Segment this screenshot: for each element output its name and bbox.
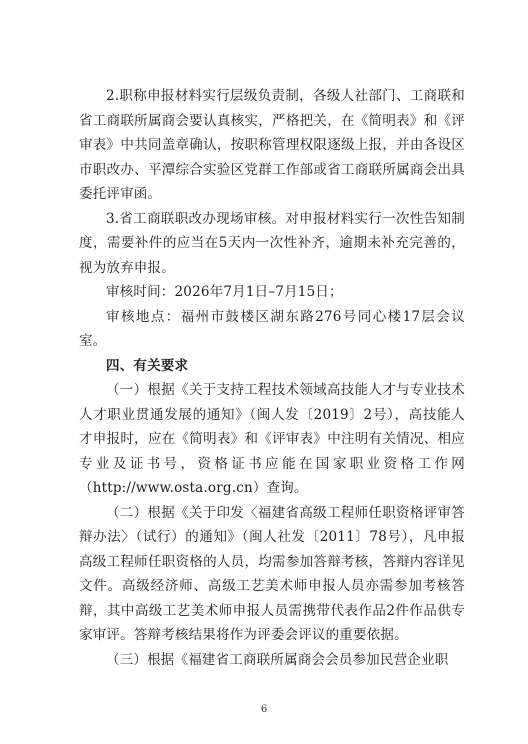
paragraph-requirement-3: （三）根据《福建省工商联所属商会会员参加民营企业职: [106, 651, 449, 668]
paragraph-onsite-review: 3.省工商联职改办现场审核。对申报材料实行一次性告知制度，需要补件的应当在5天内一次性补齐，逾期未补充完善的，视为放弃申报。: [79, 210, 465, 276]
section-heading-requirements: 四、有关要求: [106, 357, 189, 374]
paragraph-requirement-2: （二）根据《关于印发〈福建省高级工程师任职资格评审答辩办法〉（试行）的通知》（闽人社发〔2011〕78号），凡申报高级工程师任职资格的人员，均需参加答辩考核，答辩内容详见文件。高级经济师、高级工艺美术师申报人员亦需参加考核答辩，其中高级工艺美术师申报人员需携带代表作品2件作品供专家审评。答辩考核结果将作为评委会评议的重要依据。: [79, 504, 465, 643]
paragraph-material-responsibility: 2.职称申报材料实行层级负责制，各级人社部门、工商联和省工商联所属商会要认真核实，严格把关，在《简明表》和《评审表》中共同盖章确认，按职称管理权限逐级上报，并由各设区市职改办、平潭综合实验区党群工作部或省工商联所属商会出具委托评审函。: [79, 88, 465, 202]
paragraph-requirement-1: （一）根据《关于支持工程技术领域高技能人才与专业技术人才职业贯通发展的通知》（闽人发〔2019〕2号），高技能人才申报时，应在《简明表》和《评审表》中注明有关情况、相应专业及证书号，资格证书应能在国家职业资格工作网（http://www.osta.org.cn）查询。: [79, 382, 465, 496]
document-body: [79, 84, 465, 672]
page-number: 6: [260, 704, 268, 715]
review-time: 审核时间：2026年7月1日–7月15日；: [106, 284, 343, 300]
review-location: 审核地点：福州市鼓楼区湖东路276号同心楼17层会议室。: [79, 308, 465, 349]
